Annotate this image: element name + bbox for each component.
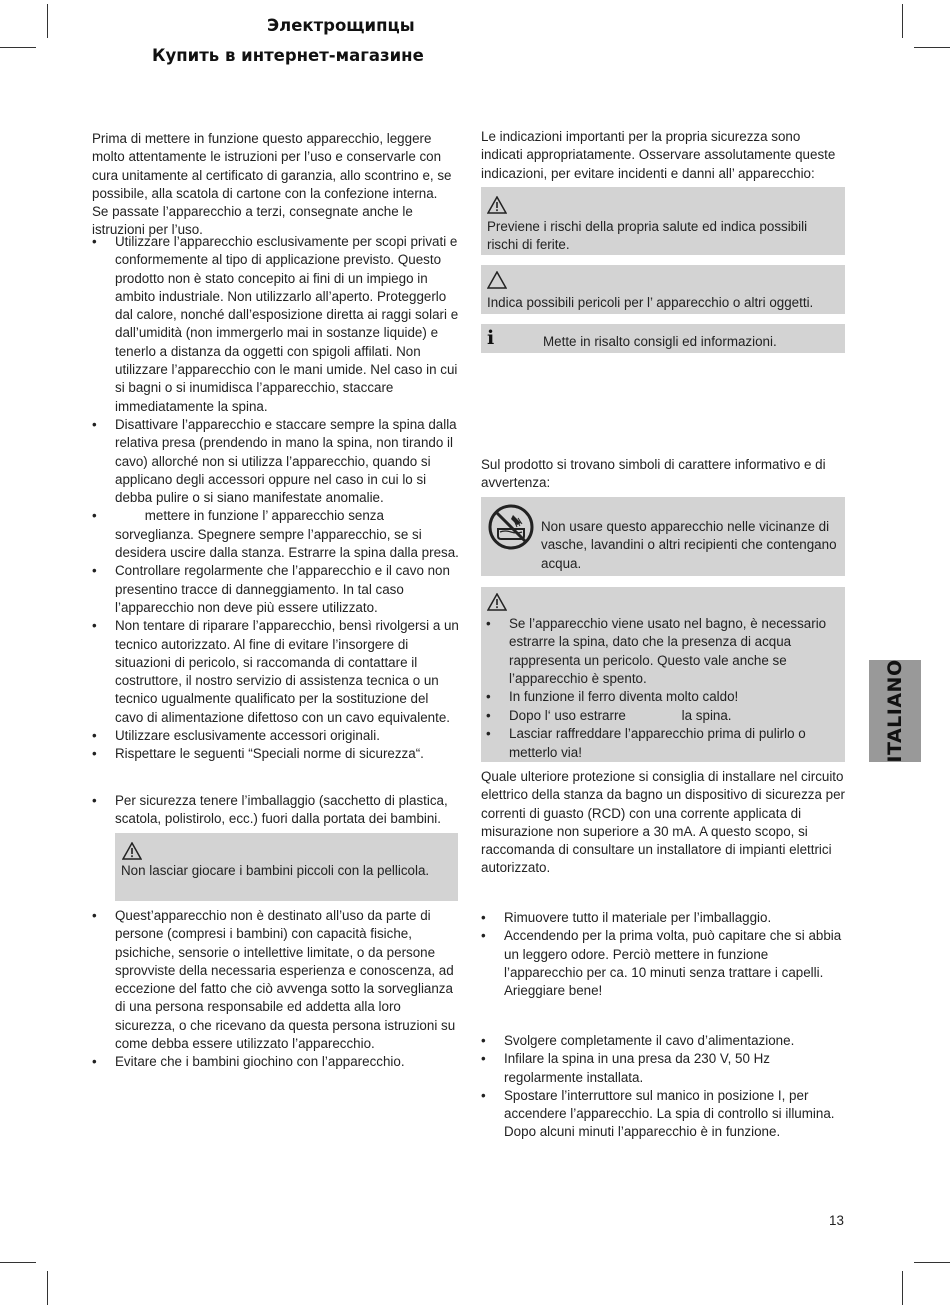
rcd-text	[481, 768, 845, 878]
water-warning-box	[481, 497, 845, 576]
list-item: • Rispettare le seguenti “Speciali norme di sicurezza“.	[92, 745, 460, 763]
intro-paragraph: Prima di mettere in funzione questo apparecchio, leggere molto attentamente le istruzioni per l’uso e conservarle con cura unitamente al certificato di garanzia, allo scontrino e, se possibile, alla scatola di cartone con la confezione interna. Se passate l’apparecchio a terzi, consegnate anche le istruzioni per l’uso.	[92, 131, 452, 238]
box-text: Mette in risalto consigli ed informazioni.	[543, 334, 777, 349]
bath-warning-box	[481, 587, 845, 762]
box-bullets	[486, 707, 839, 762]
language-tab	[869, 660, 921, 762]
list-item: • In funzione il ferro diventa molto caldo!	[486, 688, 839, 706]
list-item: • Quest’apparecchio non è destinato all’uso da parte di persone (compresi i bambini) con capacità fisiche, psichiche, sensorie o intellettive limitate, o da persone sprovviste della necessaria esperienza e conoscenza, ad eccezione del fatto che ciò avvenga sotto la sorveglianza di una persona responsabile ed addetta alla loro sicurezza, o che ricevano da questa persona istruzioni su come debba essere utilizzato l’apparecchio.	[92, 907, 460, 1053]
list-item: • Spostare l’interruttore sul manico in posizione I, per accendere l’apparecchio. La spia di controllo si illumina. Dopo alcuni minuti l’apparecchio è in funzione.	[481, 1087, 847, 1142]
left-packaging-list	[92, 792, 460, 829]
crop-mark	[914, 47, 950, 48]
operation-list	[481, 1032, 847, 1142]
left-persons-list	[92, 907, 460, 1072]
list-item: • Per sicurezza tenere l’imballaggio (sacchetto di plastica, scatola, polistirolo, ecc.) fuori dalla portata dei bambini.	[92, 792, 460, 829]
crop-mark	[47, 4, 48, 38]
info-icon: i	[487, 327, 495, 349]
info-box	[481, 324, 845, 353]
crop-mark	[902, 4, 903, 38]
page-number: 13	[829, 1213, 844, 1228]
box-text: Previene i rischi della propria salute ed indica possibili rischi di ferite.	[487, 219, 808, 253]
warning-triangle-icon	[122, 842, 142, 860]
list-item: • Dopo l‘ uso estrarre la spina.	[486, 707, 839, 725]
crop-mark	[0, 47, 36, 48]
list-item: • Lasciar raffreddare l’apparecchio prima di pulirlo o metterlo via!	[486, 725, 839, 762]
list-item: • Evitare che i bambini giochino con l’apparecchio.	[92, 1053, 460, 1071]
no-bath-water-icon	[487, 503, 535, 551]
list-item: • mettere in funzione l’ apparecchio senza sorveglianza. Spegnere sempre l’apparecchio, se si desidera uscire dalla stanza. Estrarre la spina dalla presa.	[92, 507, 460, 562]
warning-box-device	[481, 265, 845, 314]
crop-mark	[902, 1271, 903, 1305]
list-item: • Infilare la spina in una presa da 230 V, 50 Hz regolarmente installata.	[481, 1050, 847, 1087]
list-item: • Se l’apparecchio viene usato nel bagno, è necessario estrarre la spina, dato che la presenza di acqua rappresenta un pericolo. Questo vale anche se l’apparecchio è spento.	[486, 615, 839, 688]
left-safety-list	[92, 233, 460, 764]
warning-triangle-icon	[487, 593, 507, 611]
header-subtitle-link[interactable]: Купить в интернет-магазине	[152, 46, 424, 65]
list-item: • Utilizzare l’apparecchio esclusivamente per scopi privati e conformemente al tipo di applicazione previsto. Questo prodotto non è stato concepito ai fini di un impiego in ambito industriale. Non utilizzarlo all’aperto. Proteggerlo dal calore, nonché dall’esposizione diretta ai raggi solari e dall’umidità (non immergerlo mai in sostanze liquide) e tenerlo a distanza da oggetti con spigoli affilati. Non utilizzare l’apparecchio con le mani umide. Nel caso in cui si bagni o si inumidisca l’apparecchio, staccare immediatamente la spina.	[92, 233, 460, 416]
crop-mark	[47, 1271, 48, 1305]
warning-triangle-icon	[487, 196, 507, 214]
list-item: • Accendendo per la prima volta, può capitare che si abbia un leggero odore. Perciò mettere in funzione l’apparecchio per ca. 10 minuti senza trattare i capelli. Arieggiare bene!	[481, 927, 847, 1000]
intro-paragraph: Le indicazioni importanti per la propria sicurezza sono indicati appropriatamente. Osservare assolutamente queste indicazioni, per evitare incidenti e danni all’ apparecchio:	[481, 129, 836, 181]
header-title: Электрощипцы	[267, 16, 415, 35]
language-tab-label: ITALIANO	[884, 659, 906, 763]
list-item: • Non tentare di riparare l’apparecchio, bensì rivolgersi a un tecnico autorizzato. Al fine di evitare l’insorgere di situazioni di pericolo, si raccomanda di contattare il costruttore, il nostro servizio di assistenza tecnica o un tecnico ugualmente qualificato per la sostituzione del cavo di alimentazione difettoso con un cavo equivalente.	[92, 617, 460, 727]
list-item: • Utilizzare esclusivamente accessori originali.	[92, 727, 460, 745]
first-use-list	[481, 909, 847, 1000]
box-bullets	[486, 615, 839, 706]
symbols-intro	[481, 456, 845, 493]
symbols-paragraph: Sul prodotto si trovano simboli di carattere informativo e di avvertenza:	[481, 457, 826, 491]
box-text: Indica possibili pericoli per l’ apparecchio o altri oggetti.	[487, 295, 814, 310]
box-text: Non usare questo apparecchio nelle vicinanze di vasche, lavandini o altri recipienti che contengano acqua.	[541, 519, 837, 571]
right-intro	[481, 128, 845, 183]
list-item: • Controllare regolarmente che l’apparecchio e il cavo non presentino tracce di danneggiamento. In tal caso l’apparecchio non deve più essere utilizzato.	[92, 562, 460, 617]
list-item: • Disattivare l’apparecchio e staccare sempre la spina dalla relativa presa (prendendo in mano la spina, non tirando il cavo) allorché non si utilizza l’apparecchio, quando si applicano degli accessori oppure nel caso in cui lo si debba pulire o si siano manifestate anomalie.	[92, 416, 460, 507]
crop-mark	[0, 1262, 36, 1263]
list-item: • Svolgere completamente il cavo d’alimentazione.	[481, 1032, 847, 1050]
warning-box-health	[481, 187, 845, 255]
crop-mark	[914, 1262, 950, 1263]
caution-triangle-icon	[487, 271, 507, 289]
box-text: Non lasciar giocare i bambini piccoli con la pellicola.	[121, 863, 430, 878]
rcd-paragraph: Quale ulteriore protezione si consiglia di installare nel circuito elettrico della stanza da bagno un dispositivo di sicurezza per correnti di guasto (RCD) con una corrente applicata di misurazione non superiore a 30 mA. A questo scopo, si raccomanda di consultare un installatore di impianti elettrici autorizzato.	[481, 769, 845, 876]
warning-box-children	[115, 833, 458, 901]
list-item: • Rimuovere tutto il materiale per l’imballaggio.	[481, 909, 847, 927]
left-intro	[92, 130, 454, 240]
